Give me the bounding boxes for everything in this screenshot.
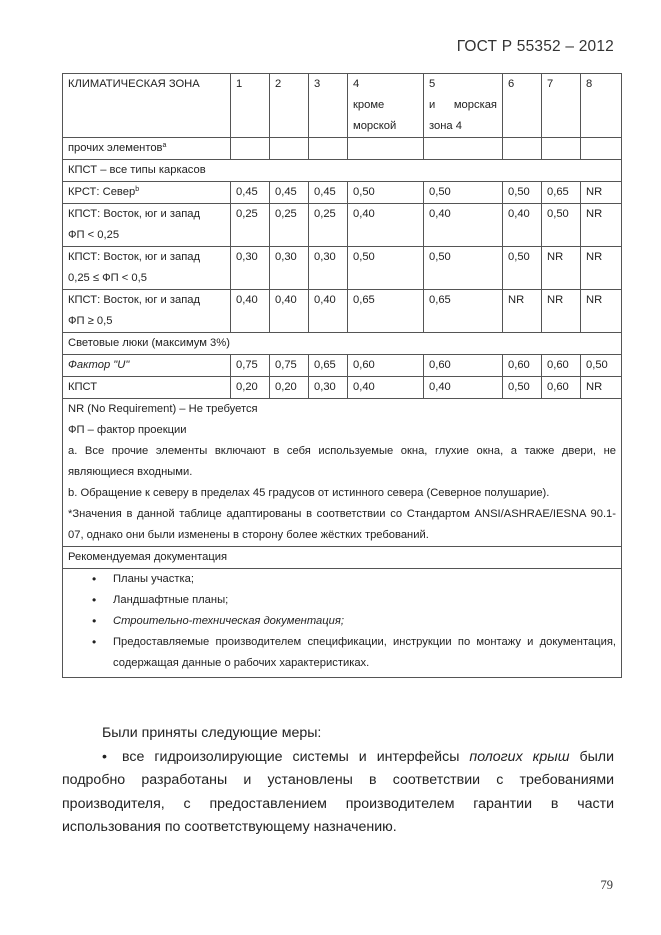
cell: 0,20 [231,377,270,399]
cell: 0,50 [581,355,622,377]
cell: NR [581,290,622,333]
cell: 0,50 [424,182,503,204]
cell: 0,50 [503,247,542,290]
cell: 0,65 [542,182,581,204]
cell: 0,40 [424,377,503,399]
zone-5-header: 5 и морская зона 4 [424,74,503,138]
cell: 0,50 [503,182,542,204]
section-row [63,160,622,182]
cell: 0,60 [542,355,581,377]
table-row [63,182,622,204]
cell: 0,40 [231,290,270,333]
section-kpst: КПСТ – все типы каркасов [63,160,622,182]
row-label: КПСТ: Восток, юг и запад 0,25 ≤ ФП < 0,5 [63,247,231,290]
table-row [63,377,622,399]
cell: 0,50 [424,247,503,290]
cell: 0,50 [348,247,424,290]
note-fp: ФП – фактор проекции [68,424,187,436]
zone-2-header: 2 [270,74,309,138]
cell: 0,65 [309,355,348,377]
note-b: b. Обращение к северу в пределах 45 градусов от истинного севера (Северное полушарие). [68,487,550,499]
table-notes [63,399,622,547]
cell: 0,40 [424,204,503,247]
cell: 0,60 [424,355,503,377]
measures-intro: Были приняты следующие меры: [102,725,322,741]
note-a: a. Все прочие элементы включают в себя используемые окна, глухие окна, а также двери, не являющиеся входными. [68,445,616,478]
cell: 0,60 [348,355,424,377]
zone-1-header: 1 [231,74,270,138]
cell: 0,40 [348,204,424,247]
row-label: Фактор "U" [63,355,231,377]
section-skylights: Световые люки (максимум 3%) [63,333,622,355]
row-label: КПСТ: Восток, юг и запад ФП < 0,25 [63,204,231,247]
body-text [62,722,614,840]
cell: 0,45 [270,182,309,204]
list-item: • Планы участка; [84,569,616,590]
cell: NR [581,204,622,247]
bullet-dot-icon: • [102,748,107,765]
section-row [63,547,622,569]
cell: NR [581,377,622,399]
cell: 0,50 [503,377,542,399]
rec-list-cell [63,569,622,678]
row-label: КПСТ [63,377,231,399]
notes-row [63,399,622,547]
table-header-row [63,74,622,138]
table-row [63,247,622,290]
cell: NR [581,182,622,204]
cell: NR [542,290,581,333]
rec-list [68,569,616,674]
row-label: КПСТ: Восток, юг и запад ФП ≥ 0,5 [63,290,231,333]
rec-title: Рекомендуемая документация [63,547,622,569]
table-row [63,355,622,377]
cell: 0,30 [309,247,348,290]
other-elements-row [63,138,622,160]
cell: 0,40 [309,290,348,333]
cell: 0,25 [309,204,348,247]
zone-header: КЛИМАТИЧЕСКАЯ ЗОНА [63,74,231,138]
cell: 0,50 [542,204,581,247]
row-label: прочих элементов$^a$ [63,138,231,160]
page-number: 79 [600,878,613,892]
document-header: ГОСТ Р 55352 – 2012 [456,38,614,55]
section-row [63,333,622,355]
cell: 0,40 [270,290,309,333]
cell: 0,30 [309,377,348,399]
cell: 0,40 [503,204,542,247]
zone-3-header: 3 [309,74,348,138]
zone-6-header: 6 [503,74,542,138]
cell: 0,20 [270,377,309,399]
table-row [63,290,622,333]
measures-bullet: • все гидроизолирующие системы и интерфейсы пологих крыш были подробно разработаны и установлены в соответствии с требованиями производителя, с предоставлением производителем гарантии в части использования по соответствующему назначению. [62,746,614,840]
zone-8-header: 8 [581,74,622,138]
list-item: • Предоставляемые производителем спецификации, инструкции по монтажу и документация, содержащая данные о рабочих характеристиках. [84,632,616,674]
cell: 0,25 [231,204,270,247]
zone-4-header: 4 кроме морской [348,74,424,138]
list-item: • Ландшафтные планы; [84,590,616,611]
cell: 0,75 [270,355,309,377]
cell: 0,30 [231,247,270,290]
cell: 0,65 [348,290,424,333]
cell: 0,75 [231,355,270,377]
climate-zone-table [62,73,622,678]
note-nr: NR (No Requirement) – Не требуется [68,403,258,415]
cell: 0,50 [348,182,424,204]
cell: 0,25 [270,204,309,247]
cell: 0,60 [503,355,542,377]
cell: 0,45 [309,182,348,204]
cell: NR [581,247,622,290]
rec-list-row [63,569,622,678]
cell: NR [503,290,542,333]
table-row [63,204,622,247]
row-label: КРСТ: Север$^b$ [63,182,231,204]
cell: 0,45 [231,182,270,204]
cell: 0,40 [348,377,424,399]
zone-7-header: 7 [542,74,581,138]
cell: 0,65 [424,290,503,333]
cell: 0,60 [542,377,581,399]
note-star: *Значения в данной таблице адаптированы в соответствии со Стандартом ANSI/ASHRAE/IESNA 90.1-07, однако они были изменены в сторону более жёстких требований. [68,508,616,541]
cell: 0,30 [270,247,309,290]
cell: NR [542,247,581,290]
list-item: • Строительно-техническая документация; [84,611,616,632]
